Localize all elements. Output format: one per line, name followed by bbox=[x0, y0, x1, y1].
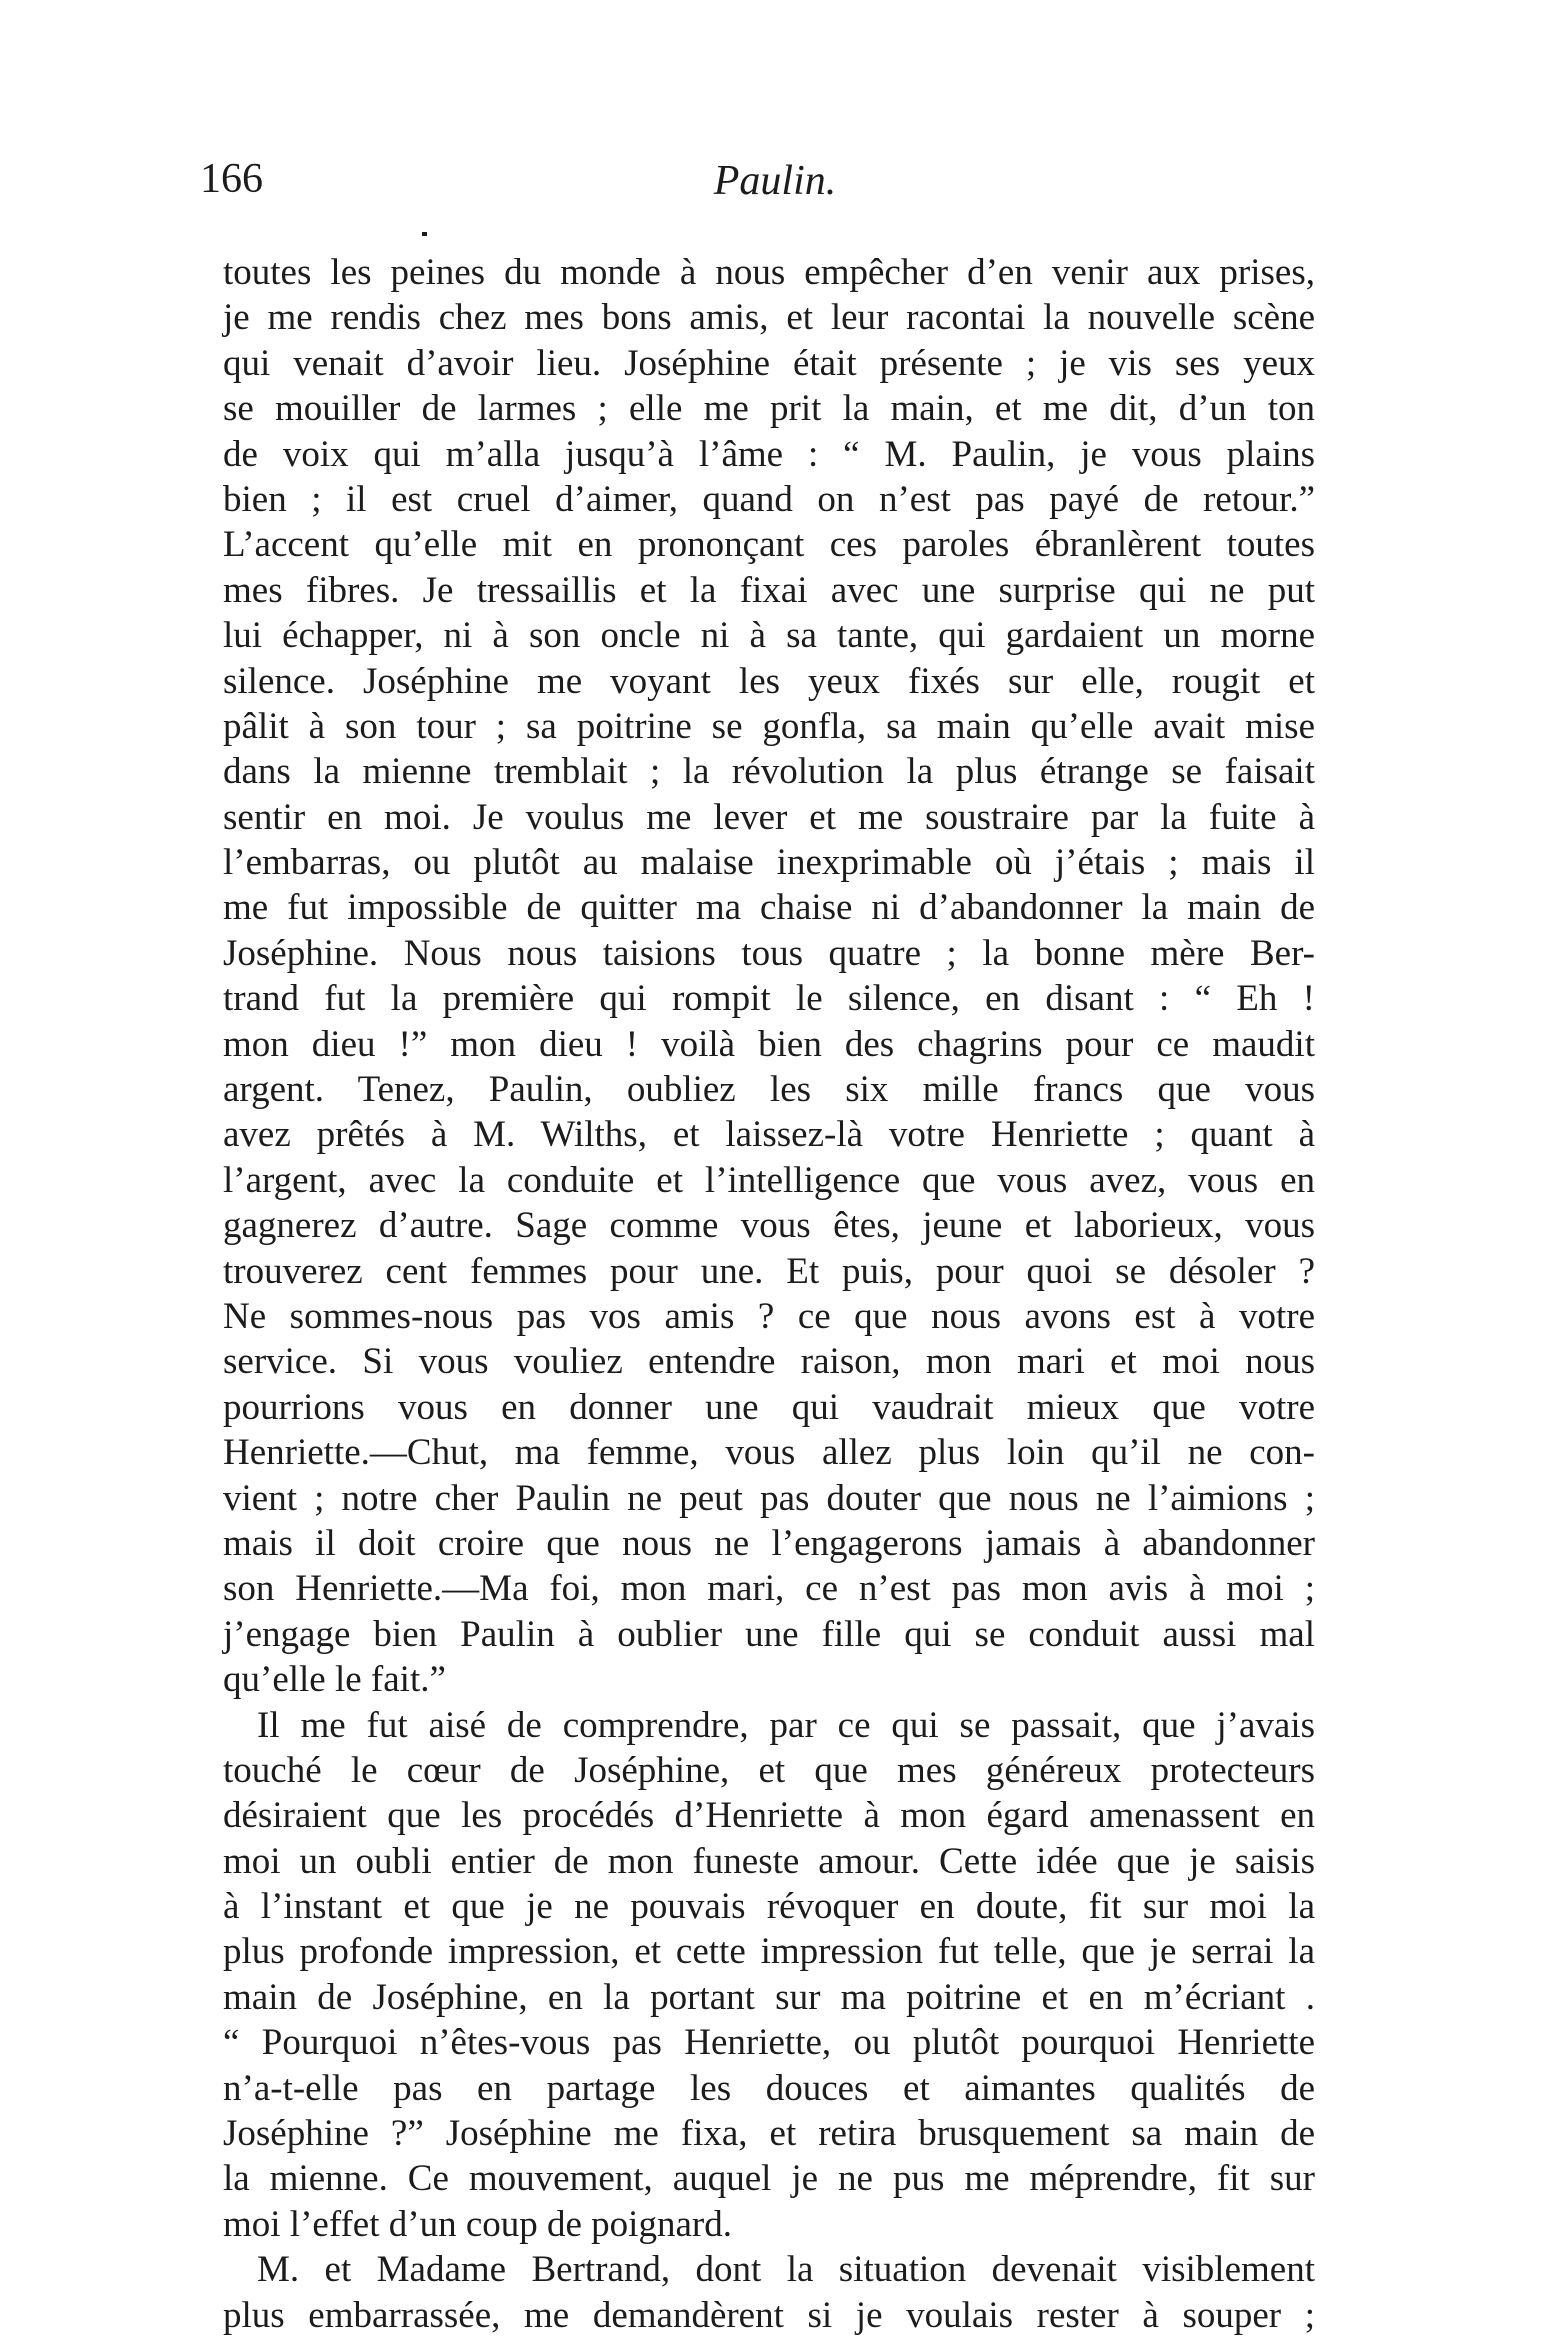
text-line: son Henriette.—Ma foi, mon mari, ce n’est pas mon avis à moi ; bbox=[223, 1568, 1315, 1610]
text-line: lui échapper, ni à son oncle ni à sa tante, qui gardaient un morne bbox=[223, 615, 1315, 657]
text-line: de voix qui m’alla jusqu’à l’âme : “ M. Paulin, je vous plains bbox=[223, 433, 1315, 475]
text-line: Henriette.—Chut, ma femme, vous allez plus loin qu’il ne con- bbox=[223, 1432, 1315, 1474]
text-line: mes fibres. Je tressaillis et la fixai avec une surprise qui ne put bbox=[223, 569, 1315, 611]
text-line: Joséphine ?” Joséphine me fixa, et retira brusquement sa main de bbox=[223, 2113, 1315, 2155]
text-line: plus profonde impression, et cette impression fut telle, que je serrai la bbox=[223, 1931, 1315, 1973]
text-line: l’embarras, ou plutôt au malaise inexprimable où j’étais ; mais il bbox=[223, 842, 1315, 884]
text-line: silence. Joséphine me voyant les yeux fixés sur elle, rougit et bbox=[223, 660, 1315, 702]
text-line: me fut impossible de quitter ma chaise ni d’abandonner la main de bbox=[223, 887, 1315, 929]
text-line: dans la mienne tremblait ; la révolution la plus étrange se faisait bbox=[223, 751, 1315, 793]
text-line: Ne sommes-nous pas vos amis ? ce que nous avons est à votre bbox=[223, 1295, 1315, 1337]
text-line: moi l’effet d’un coup de poignard. bbox=[223, 2203, 732, 2245]
text-line: vient ; notre cher Paulin ne peut pas douter que nous ne l’aimions ; bbox=[223, 1477, 1315, 1519]
text-line: Joséphine. Nous nous taisions tous quatre ; la bonne mère Ber- bbox=[223, 932, 1315, 974]
text-line: gagnerez d’autre. Sage comme vous êtes, jeune et laborieux, vous bbox=[223, 1205, 1315, 1247]
text-line: mon dieu !” mon dieu ! voilà bien des chagrins pour ce maudit bbox=[223, 1023, 1315, 1065]
text-line: trand fut la première qui rompit le silence, en disant : “ Eh ! bbox=[223, 978, 1315, 1020]
text-line: toutes les peines du monde à nous empêcher d’en venir aux prises, bbox=[223, 252, 1315, 293]
text-line: sentir en moi. Je voulus me lever et me soustraire par la fuite à bbox=[223, 796, 1315, 838]
text-line: service. Si vous vouliez entendre raison, mon mari et moi nous bbox=[223, 1341, 1315, 1383]
text-line: avez prêtés à M. Wilths, et laissez-là votre Henriette ; quant à bbox=[223, 1114, 1315, 1156]
header-ornament-dot bbox=[422, 232, 427, 236]
text-line: j’engage bien Paulin à oublier une fille qui se conduit aussi mal bbox=[223, 1613, 1315, 1655]
text-line: argent. Tenez, Paulin, oubliez les six mille francs que vous bbox=[223, 1069, 1315, 1111]
text-line: qu’elle le fait.” bbox=[223, 1659, 446, 1701]
text-line: M. et Madame Bertrand, dont la situation devenait visiblement bbox=[257, 2249, 1315, 2291]
text-line: touché le cœur de Joséphine, et que mes généreux protecteurs bbox=[223, 1749, 1315, 1791]
text-line: désiraient que les procédés d’Henriette à mon égard amenassent en bbox=[223, 1795, 1315, 1837]
text-line: Il me fut aisé de comprendre, par ce qui se passait, que j’avais bbox=[257, 1704, 1315, 1746]
text-line: moi un oubli entier de mon funeste amour. Cette idée que je saisis bbox=[223, 1840, 1315, 1882]
text-line: se mouiller de larmes ; elle me prit la main, et me dit, d’un ton bbox=[223, 388, 1315, 430]
page-body bbox=[223, 250, 1315, 2338]
text-line: L’accent qu’elle mit en prononçant ces paroles ébranlèrent toutes bbox=[223, 524, 1315, 566]
text-line: mais il doit croire que nous ne l’engagerons jamais à abandonner bbox=[223, 1522, 1315, 1564]
text-line: qui venait d’avoir lieu. Joséphine était présente ; je vis ses yeux bbox=[223, 342, 1315, 384]
text-line: “ Pourquoi n’êtes-vous pas Henriette, ou plutôt pourquoi Henriette bbox=[223, 2022, 1315, 2064]
text-line: pourrions vous en donner une qui vaudrait mieux que votre bbox=[223, 1386, 1315, 1428]
text-line: la mienne. Ce mouvement, auquel je ne pus me méprendre, fit sur bbox=[223, 2158, 1315, 2200]
text-line: pâlit à son tour ; sa poitrine se gonfla, sa main qu’elle avait mise bbox=[223, 705, 1315, 747]
text-line: je me rendis chez mes bons amis, et leur racontai la nouvelle scène bbox=[223, 297, 1315, 339]
text-line: l’argent, avec la conduite et l’intelligence que vous avez, vous en bbox=[223, 1159, 1315, 1201]
text-line: plus embarrassée, me demandèrent si je voulais rester à souper ; bbox=[223, 2294, 1315, 2336]
text-line: trouverez cent femmes pour une. Et puis, pour quoi se désoler ? bbox=[223, 1250, 1315, 1292]
text-line: à l’instant et que je ne pouvais révoquer en doute, fit sur moi la bbox=[223, 1886, 1315, 1928]
page-number: 166 bbox=[200, 156, 263, 202]
running-title: Paulin. bbox=[713, 158, 837, 204]
text-line: bien ; il est cruel d’aimer, quand on n’est pas payé de retour.” bbox=[223, 478, 1315, 520]
text-line: main de Joséphine, en la portant sur ma poitrine et en m’écriant . bbox=[223, 1976, 1315, 2018]
text-line: n’a-t-elle pas en partage les douces et aimantes qualités de bbox=[223, 2067, 1315, 2109]
